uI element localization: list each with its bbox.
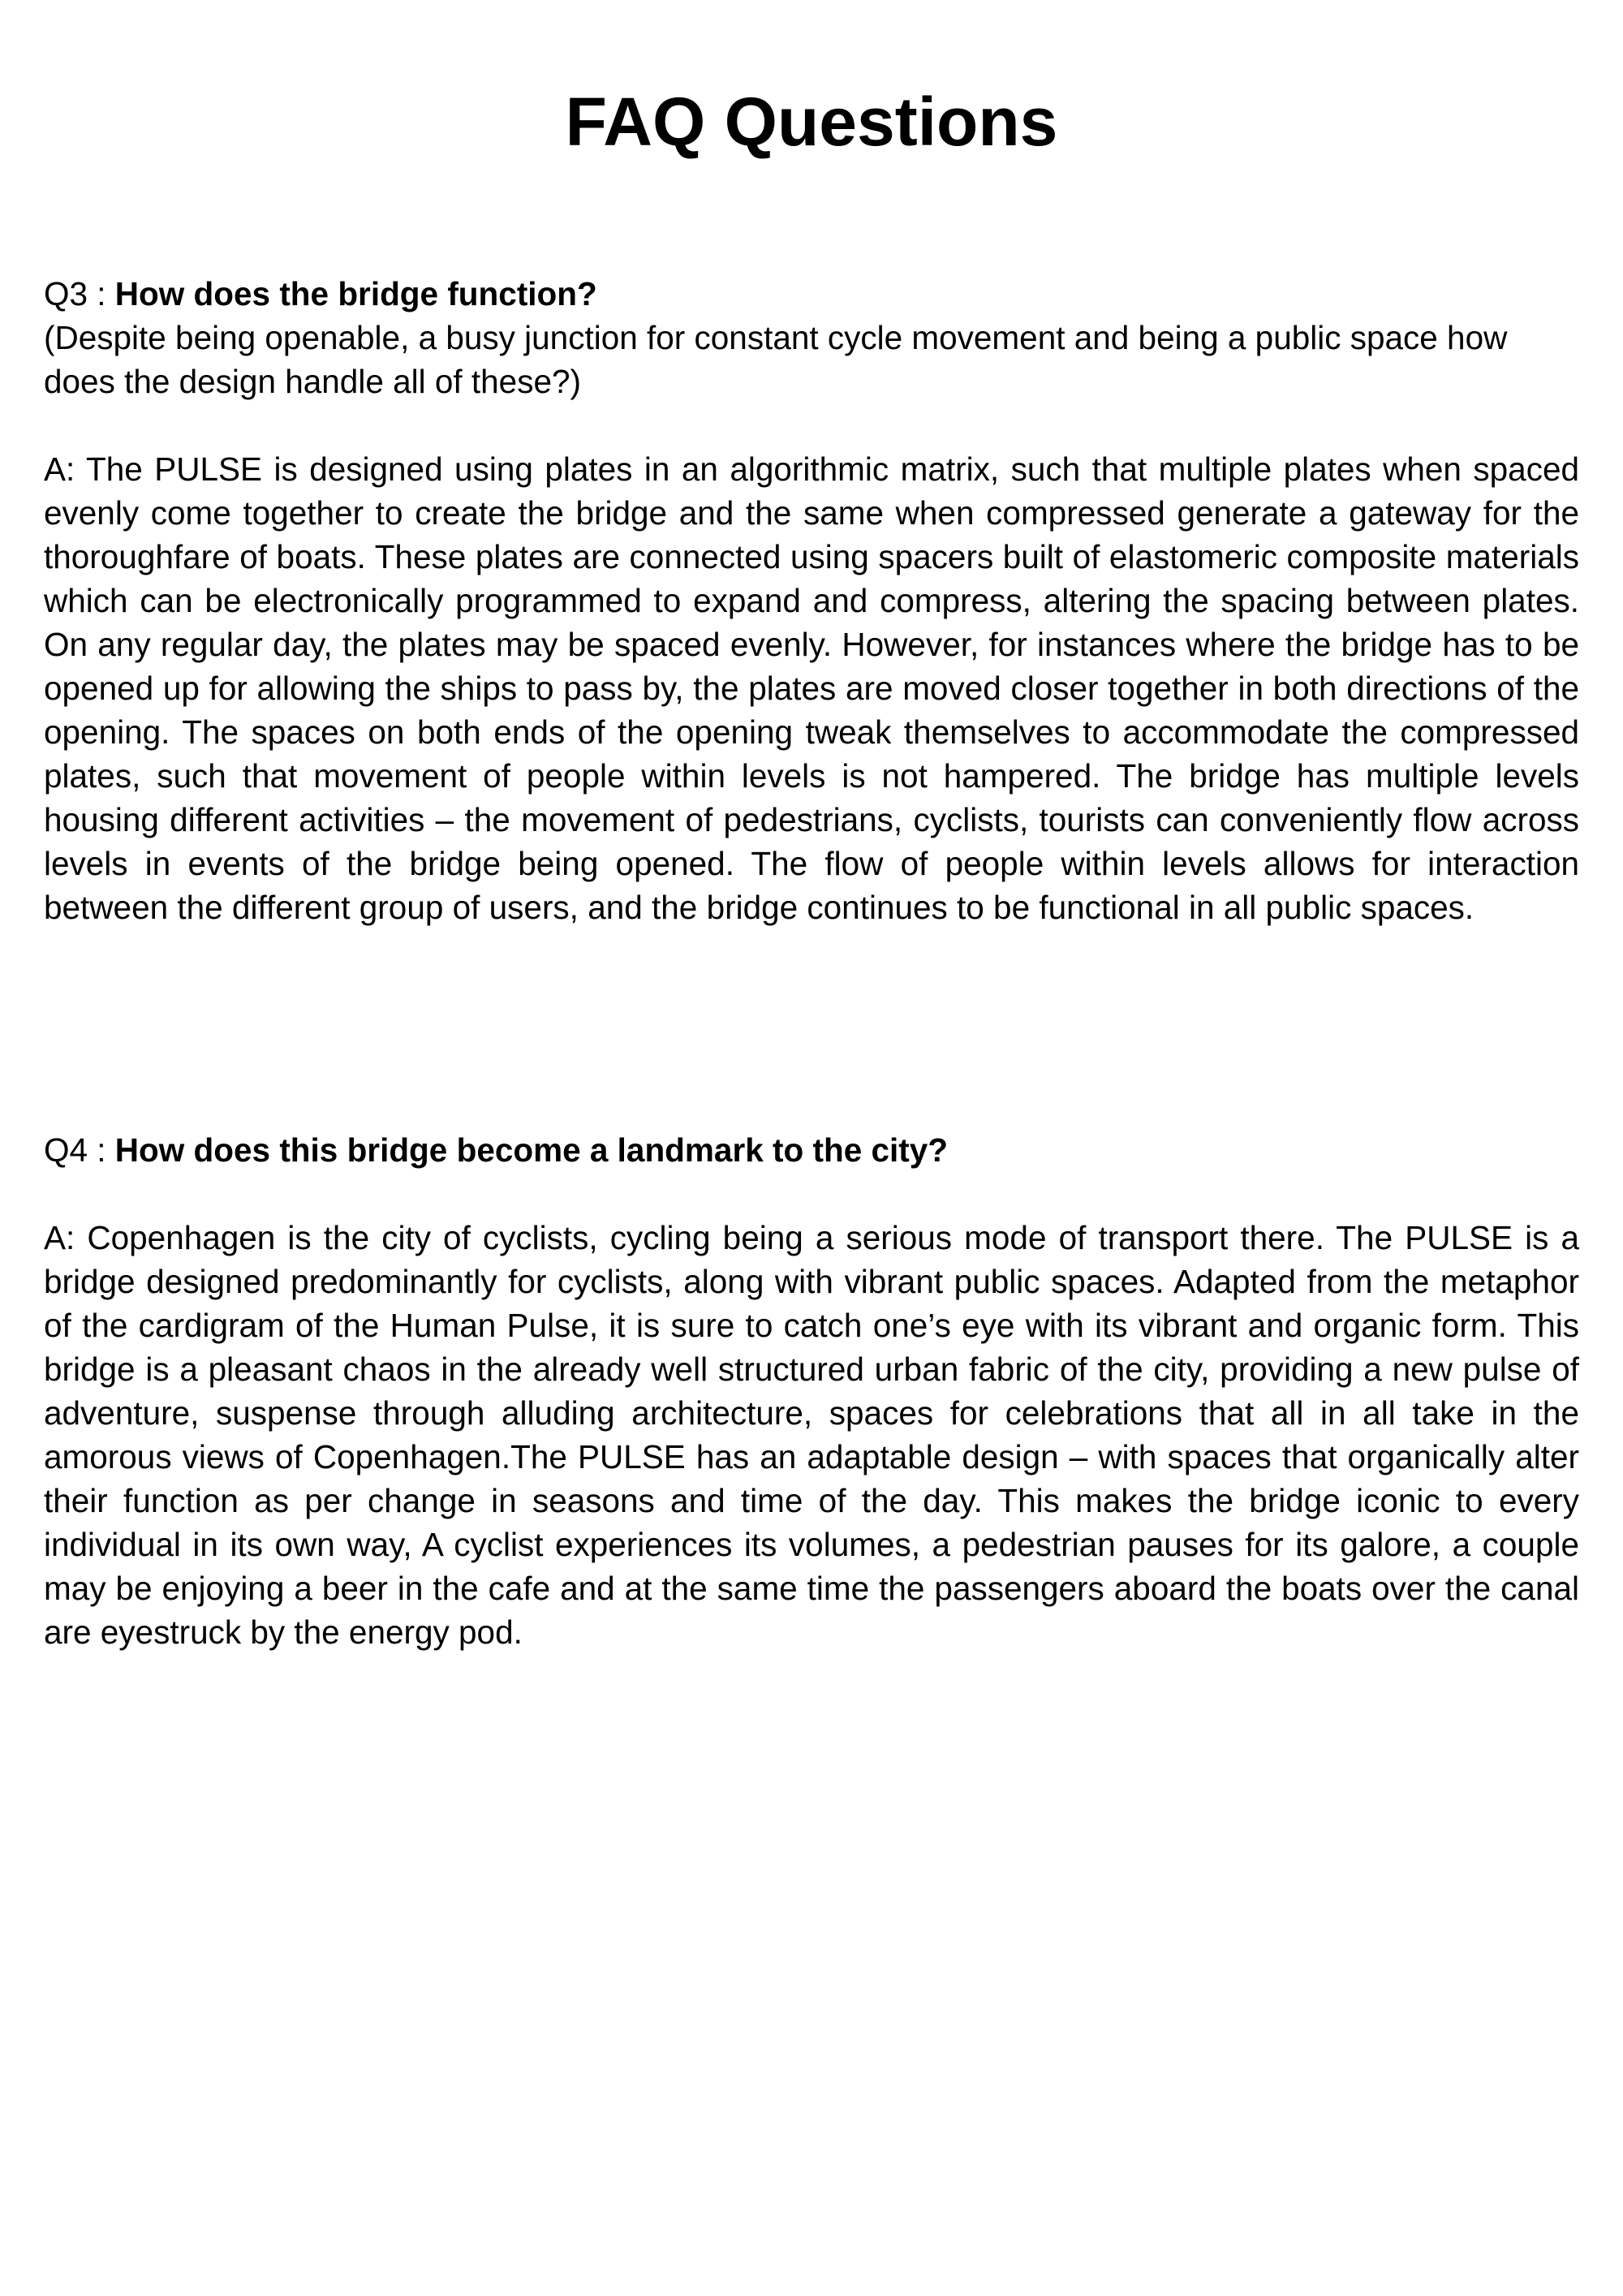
faq-question-text: How does the bridge function? [114,275,597,312]
faq-question-line [44,272,1579,316]
page-title: FAQ Questions [565,84,1058,160]
faq-answer-text: A: The PULSE is designed using plates in an algorithmic matrix, such that multiple plates when spaced evenly come together to create the bridge and the same when compressed generate a gateway for the thoroughfare of boats. These plates are connected using spacers built of elastomeric composite materials which can be electronically programmed to expand and compress, altering the spacing between plates. On any regular day, the plates may be spaced evenly. However, for instances where the bridge has to be opened up for allowing the ships to pass by, the plates are moved closer together in both directions of the opening. The spaces on both ends of the opening tweak themselves to accommodate the compressed plates, such that movement of people within levels is not hampered. The bridge has multiple levels housing different activities – the movement of pedestrians, cyclists, tourists can conveniently flow across levels in events of the bridge being opened. The flow of people within levels allows for interaction between the different group of users, and the bridge continues to be functional in all public spaces. [44,450,1579,926]
faq-item-q3 [44,272,1579,929]
faq-question-number: Q3 : [44,275,115,312]
faq-question-text: How does this bridge become a landmark to the city? [114,1131,949,1169]
faq-item-q4 [44,1128,1579,1654]
faq-question-line [44,1128,1579,1172]
faq-question-number: Q4 : [44,1131,115,1169]
faq-answer-text: A: Copenhagen is the city of cyclists, cycling being a serious mode of transport there. The PULSE is a bridge designed predominantly for cyclists, along with vibrant public spaces. Adapted from the metaphor of the cardigram of the Human Pulse, it is sure to catch one’s eye with its vibrant and organic form. This bridge is a pleasant chaos in the already well structured urban fabric of the city, providing a new pulse of adventure, suspense through alluding architecture, spaces for celebrations that all in all take in the amorous views of Copenhagen.The PULSE has an adaptable design – with spaces that organically alter their function as per change in seasons and time of the day. This makes the bridge iconic to every individual in its own way, A cyclist experiences its volumes, a pedestrian pauses for its galore, a couple may be enjoying a beer in the cafe and at the same time the passengers aboard the boats over the canal are eyestruck by the energy pod. [44,1219,1579,1651]
faq-question-note: (Despite being openable, a busy junction for constant cycle movement and being a public space how does the design handle all of these?) [44,319,1508,400]
